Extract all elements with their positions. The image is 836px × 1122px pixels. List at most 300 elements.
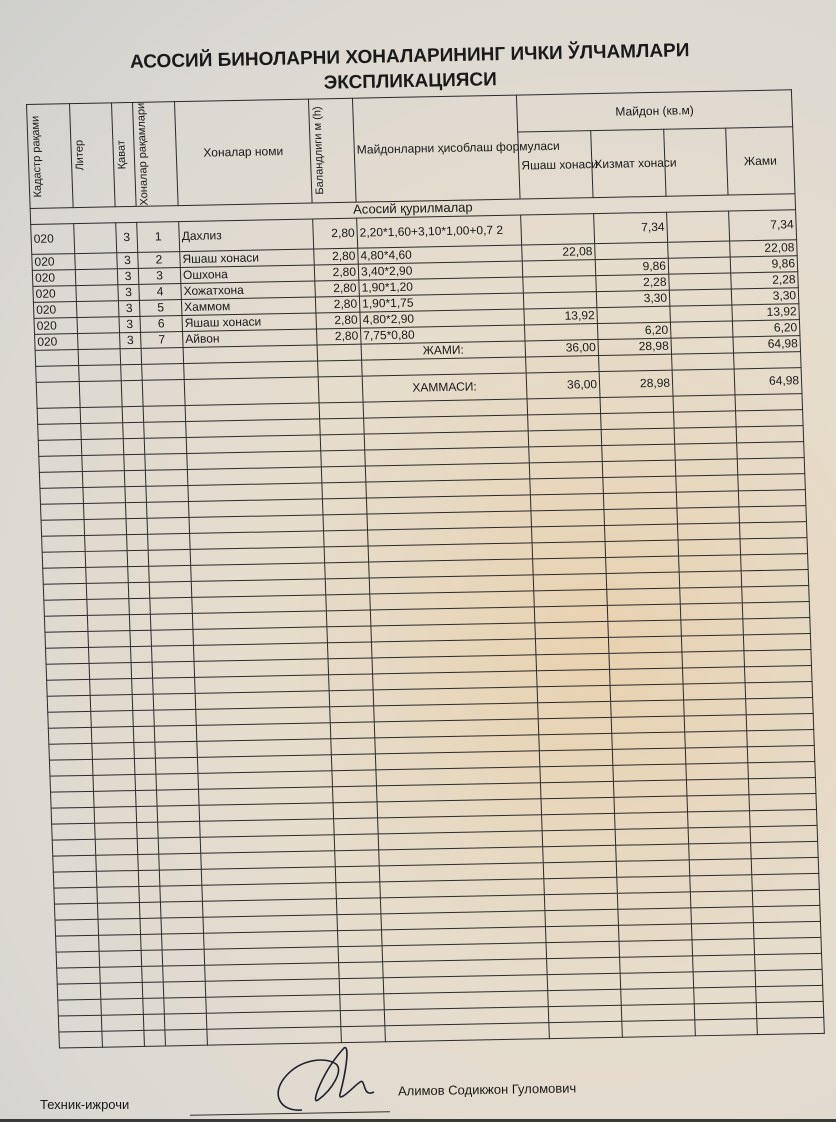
- empty-cell: [693, 954, 756, 971]
- empty-cell: [322, 482, 367, 499]
- empty-cell: [692, 938, 755, 955]
- empty-cell: [385, 1022, 550, 1041]
- cell-cadastre: 020: [31, 223, 75, 254]
- empty-cell: [88, 630, 131, 647]
- cell-height: 2,80: [314, 264, 359, 281]
- empty-cell: [739, 505, 807, 522]
- cell-service: [595, 242, 669, 259]
- empty-cell: [539, 733, 613, 750]
- empty-cell: [79, 364, 122, 381]
- empty-cell: [748, 761, 816, 778]
- empty-cell: [92, 742, 135, 759]
- empty-cell: [38, 423, 82, 440]
- empty-cell: [326, 610, 371, 627]
- empty-cell: [534, 605, 608, 622]
- empty-cell: [36, 365, 80, 382]
- empty-cell: [606, 556, 680, 573]
- empty-cell: [102, 1030, 145, 1047]
- empty-cell: [737, 441, 805, 458]
- empty-cell: [754, 937, 822, 954]
- empty-cell: [528, 413, 602, 430]
- empty-cell: [327, 626, 372, 643]
- empty-cell: [85, 534, 128, 551]
- empty-cell: [334, 818, 379, 835]
- empty-cell: [745, 681, 813, 698]
- header-height: [308, 98, 356, 203]
- empty-cell: [86, 582, 129, 599]
- cell-height: 2,80: [314, 248, 359, 265]
- empty-cell: [154, 725, 197, 742]
- cell-cadastre: 020: [35, 333, 79, 350]
- empty-cell: [682, 667, 745, 684]
- empty-cell: [617, 892, 691, 909]
- empty-cell: [81, 422, 124, 439]
- empty-cell: [142, 363, 185, 380]
- empty-cell: [124, 454, 146, 470]
- empty-cell: [734, 351, 802, 368]
- empty-cell: [605, 540, 679, 557]
- empty-cell: [738, 489, 806, 506]
- empty-cell: [58, 999, 102, 1016]
- empty-cell: [530, 493, 604, 510]
- empty-cell: [140, 918, 162, 934]
- empty-cell: [149, 581, 192, 598]
- empty-cell: [617, 876, 691, 893]
- empty-cell: [608, 636, 682, 653]
- cell-formula: 1,90*1,20: [359, 277, 524, 296]
- cell-room-number: 1: [137, 221, 180, 252]
- empty-cell: [82, 454, 125, 471]
- empty-cell: [545, 925, 619, 942]
- subtotal-row-blank: [78, 349, 121, 366]
- subtotal-row-blank: [141, 347, 184, 364]
- empty-cell: [335, 850, 380, 867]
- empty-cell: [529, 445, 603, 462]
- header-room-number: [132, 102, 178, 207]
- explication-table: [26, 89, 825, 1048]
- empty-cell: [621, 988, 695, 1005]
- empty-cell: [142, 982, 164, 998]
- cell-living: [523, 291, 597, 308]
- subtotal-row-blank: [317, 344, 362, 361]
- header-height-text: Баландлиги м (h): [311, 106, 327, 195]
- empty-cell: [160, 885, 203, 902]
- cell-room-number: 5: [139, 299, 182, 316]
- empty-cell: [148, 533, 191, 550]
- cell-cadastre: 020: [34, 317, 78, 334]
- empty-cell: [43, 583, 87, 600]
- empty-cell: [530, 477, 604, 494]
- empty-cell: [146, 501, 189, 518]
- empty-cell: [612, 748, 686, 765]
- empty-cell: [620, 956, 694, 973]
- empty-cell: [85, 550, 128, 567]
- subtotal-row-blank: [120, 348, 142, 364]
- empty-cell: [318, 360, 363, 377]
- empty-cell: [150, 613, 193, 630]
- empty-cell: [88, 646, 131, 663]
- empty-cell: [56, 951, 100, 968]
- cell-cadastre: 020: [32, 253, 76, 270]
- empty-cell: [158, 837, 201, 854]
- empty-cell: [144, 1030, 166, 1046]
- cell-service: [597, 306, 671, 323]
- empty-cell: [680, 587, 743, 604]
- empty-cell: [125, 502, 147, 518]
- empty-cell: [41, 519, 85, 536]
- subtotal-row-blank: [35, 349, 79, 366]
- empty-cell: [50, 775, 94, 792]
- cell-blank: [668, 257, 731, 274]
- empty-cell: [620, 972, 694, 989]
- cell-cadastre: 020: [33, 285, 77, 302]
- empty-cell: [156, 773, 199, 790]
- cell-formula: 1,90*1,75: [359, 293, 524, 312]
- empty-cell: [327, 642, 372, 659]
- cell-room-name: Яшаш хонаси: [180, 249, 315, 268]
- empty-cell: [143, 405, 186, 422]
- empty-cell: [137, 822, 159, 838]
- empty-cell: [678, 539, 741, 556]
- empty-cell: [694, 986, 757, 1003]
- empty-cell: [618, 908, 692, 925]
- empty-cell: [162, 949, 205, 966]
- grand-total-row-blank: [36, 381, 80, 408]
- empty-cell: [42, 551, 86, 568]
- cell-room-name: Яшаш хонаси: [182, 313, 317, 332]
- empty-cell: [679, 555, 742, 572]
- grand-total-row-blank: [79, 380, 122, 407]
- cell-blank: [668, 241, 731, 258]
- cell-room-name: Айвон: [183, 329, 318, 348]
- empty-cell: [164, 1013, 207, 1030]
- signature-image: [262, 1042, 392, 1122]
- empty-cell: [324, 530, 369, 547]
- empty-cell: [603, 476, 677, 493]
- empty-cell: [753, 921, 821, 938]
- empty-cell: [138, 854, 160, 870]
- empty-cell: [158, 821, 201, 838]
- header-total: Жами: [726, 127, 795, 195]
- cell-floor: 3: [116, 222, 138, 252]
- cell-formula: 4,80*2,90: [360, 309, 525, 328]
- empty-cell: [546, 941, 620, 958]
- cell-room-name: Ошхона: [180, 265, 315, 284]
- empty-cell: [614, 796, 688, 813]
- cell-total: 6,20: [732, 319, 800, 336]
- empty-cell: [747, 729, 815, 746]
- empty-cell: [38, 439, 82, 456]
- cell-total: 22,08: [730, 239, 798, 256]
- empty-cell: [154, 709, 197, 726]
- empty-cell: [94, 806, 137, 823]
- cell-height: 2,80: [315, 296, 360, 313]
- empty-cell: [537, 669, 611, 686]
- empty-cell: [750, 809, 818, 826]
- empty-cell: [133, 726, 155, 742]
- table-body: [30, 194, 824, 1048]
- empty-cell: [542, 813, 616, 830]
- empty-cell: [165, 1029, 208, 1046]
- empty-cell: [57, 983, 101, 1000]
- empty-cell: [164, 997, 207, 1014]
- header-room-name: Хоналар номи: [174, 99, 312, 205]
- cell-service: 7,34: [594, 212, 668, 243]
- empty-cell: [122, 406, 144, 422]
- empty-cell: [686, 779, 749, 796]
- empty-cell: [737, 457, 805, 474]
- empty-cell: [159, 869, 202, 886]
- empty-cell: [756, 985, 824, 1002]
- empty-cell: [601, 428, 675, 445]
- cell-height: 2,80: [315, 280, 360, 297]
- empty-cell: [144, 421, 187, 438]
- empty-cell: [691, 906, 754, 923]
- empty-cell: [533, 573, 607, 590]
- empty-cell: [100, 982, 143, 999]
- empty-cell: [736, 409, 804, 426]
- empty-cell: [339, 978, 384, 995]
- header-area-group: Майдон (кв.м): [516, 90, 792, 132]
- empty-cell: [547, 957, 621, 974]
- empty-cell: [744, 649, 812, 666]
- cell-formula: 4,80*4,60: [358, 245, 523, 264]
- cell-service: 6,20: [597, 322, 671, 339]
- empty-cell: [690, 874, 753, 891]
- empty-cell: [752, 873, 820, 890]
- empty-cell: [45, 631, 89, 648]
- cell-liter: [76, 285, 119, 302]
- empty-cell: [96, 854, 139, 871]
- empty-cell: [90, 694, 133, 711]
- cell-height: 2,80: [316, 328, 361, 345]
- empty-cell: [603, 492, 677, 509]
- empty-cell: [611, 716, 685, 733]
- empty-cell: [604, 524, 678, 541]
- empty-cell: [58, 1015, 102, 1032]
- empty-cell: [125, 486, 147, 502]
- cell-room-number: 2: [138, 251, 181, 268]
- empty-cell: [735, 393, 803, 410]
- empty-cell: [604, 508, 678, 525]
- empty-cell: [94, 790, 137, 807]
- empty-cell: [682, 651, 745, 668]
- empty-cell: [163, 981, 206, 998]
- grand-total-row-blank: [672, 369, 735, 396]
- empty-cell: [147, 517, 190, 534]
- empty-cell: [53, 855, 97, 872]
- empty-cell: [738, 473, 806, 490]
- grand-total-row-total: 64,98: [734, 367, 802, 394]
- empty-cell: [150, 597, 193, 614]
- empty-cell: [49, 743, 93, 760]
- empty-cell: [56, 935, 100, 952]
- empty-cell: [44, 599, 88, 616]
- empty-cell: [679, 571, 742, 588]
- empty-cell: [613, 780, 687, 797]
- empty-cell: [51, 807, 95, 824]
- empty-cell: [686, 763, 749, 780]
- empty-cell: [97, 902, 140, 919]
- subtotal-row-label: ЖАМИ:: [361, 341, 526, 360]
- empty-cell: [136, 806, 158, 822]
- empty-cell: [321, 466, 366, 483]
- empty-cell: [46, 663, 90, 680]
- empty-cell: [131, 662, 153, 678]
- cell-blank: [670, 321, 733, 338]
- footer-role-label: Техник-ижрочи: [40, 1097, 130, 1112]
- empty-cell: [126, 518, 148, 534]
- empty-cell: [753, 905, 821, 922]
- empty-cell: [674, 411, 737, 428]
- empty-cell: [744, 665, 812, 682]
- explication-sheet: [26, 89, 825, 1048]
- cell-service: 3,30: [596, 290, 670, 307]
- empty-cell: [157, 805, 200, 822]
- empty-cell: [129, 614, 151, 630]
- empty-cell: [99, 934, 142, 951]
- empty-cell: [688, 811, 751, 828]
- cell-floor: 3: [119, 316, 141, 332]
- empty-cell: [123, 438, 145, 454]
- cell-liter: [74, 223, 117, 254]
- cell-room-number: 4: [139, 283, 182, 300]
- empty-cell: [141, 950, 163, 966]
- empty-cell: [45, 647, 89, 664]
- grand-total-row-living: 36,00: [526, 371, 600, 398]
- empty-cell: [54, 887, 98, 904]
- empty-cell: [675, 443, 738, 460]
- empty-cell: [527, 397, 601, 414]
- cell-blank: [667, 211, 730, 242]
- title-line-2: ЭКСПЛИКАЦИЯСИ: [323, 69, 498, 94]
- empty-cell: [673, 395, 736, 412]
- empty-cell: [47, 679, 91, 696]
- cell-living: [522, 259, 596, 276]
- empty-cell: [143, 1014, 165, 1030]
- cell-room-number: 6: [140, 315, 183, 332]
- empty-cell: [736, 425, 804, 442]
- cell-living: [521, 213, 595, 244]
- cell-liter: [78, 333, 121, 350]
- empty-cell: [87, 598, 130, 615]
- empty-cell: [159, 853, 202, 870]
- empty-cell: [155, 741, 198, 758]
- empty-cell: [328, 658, 373, 675]
- empty-cell: [43, 567, 87, 584]
- empty-cell: [757, 1017, 825, 1034]
- empty-cell: [332, 786, 377, 803]
- empty-cell: [40, 503, 84, 520]
- empty-cell: [81, 438, 124, 455]
- cell-service: 2,28: [596, 274, 670, 291]
- header-liter-text: Литер: [73, 139, 87, 171]
- cell-liter: [76, 301, 119, 318]
- empty-cell: [615, 828, 689, 845]
- grand-total-row-label: ХАММАСИ:: [362, 373, 527, 402]
- empty-cell: [91, 726, 134, 743]
- cell-floor: 3: [117, 268, 139, 284]
- header-floor-text: Қават: [115, 139, 129, 170]
- empty-cell: [681, 635, 744, 652]
- empty-cell: [337, 930, 382, 947]
- empty-cell: [54, 903, 98, 920]
- empty-cell: [742, 601, 810, 618]
- empty-cell: [95, 822, 138, 839]
- empty-cell: [82, 470, 125, 487]
- empty-cell: [84, 518, 127, 535]
- cell-formula: 2,20*1,60+3,10*1,00+0,7 2: [357, 215, 522, 248]
- empty-cell: [622, 1020, 696, 1037]
- empty-cell: [87, 614, 130, 631]
- empty-cell: [746, 713, 814, 730]
- empty-cell: [132, 694, 154, 710]
- empty-cell: [325, 562, 370, 579]
- empty-cell: [101, 1014, 144, 1031]
- empty-cell: [748, 777, 816, 794]
- empty-cell: [52, 823, 96, 840]
- empty-cell: [42, 535, 86, 552]
- empty-cell: [96, 870, 139, 887]
- empty-cell: [149, 565, 192, 582]
- empty-cell: [693, 970, 756, 987]
- empty-cell: [684, 715, 747, 732]
- empty-cell: [153, 677, 196, 694]
- cell-formula: 3,40*2,90: [358, 261, 523, 280]
- empty-cell: [139, 886, 161, 902]
- empty-cell: [547, 973, 621, 990]
- cell-blank: [669, 289, 732, 306]
- empty-cell: [610, 684, 684, 701]
- empty-cell: [329, 674, 374, 691]
- empty-cell: [128, 582, 150, 598]
- empty-cell: [137, 838, 159, 854]
- header-cadastre: [27, 104, 74, 209]
- cell-total: 7,34: [729, 210, 797, 241]
- empty-cell: [531, 509, 605, 526]
- cell-formula: 7,75*0,80: [360, 325, 525, 344]
- empty-cell: [44, 615, 88, 632]
- cell-cadastre: 020: [32, 269, 76, 286]
- grand-total-row-blank: [142, 379, 185, 406]
- empty-cell: [752, 889, 820, 906]
- empty-cell: [39, 455, 83, 472]
- cell-total: 3,30: [731, 287, 799, 304]
- empty-cell: [321, 450, 366, 467]
- empty-cell: [134, 742, 156, 758]
- empty-cell: [532, 541, 606, 558]
- empty-cell: [89, 662, 132, 679]
- empty-cell: [756, 1001, 824, 1018]
- empty-cell: [526, 355, 600, 372]
- empty-cell: [163, 965, 206, 982]
- empty-cell: [320, 434, 365, 451]
- empty-cell: [91, 710, 134, 727]
- empty-cell: [80, 406, 123, 423]
- empty-cell: [613, 764, 687, 781]
- header-liter: [70, 103, 116, 208]
- empty-cell: [127, 534, 149, 550]
- empty-cell: [612, 732, 686, 749]
- empty-cell: [99, 950, 142, 967]
- empty-cell: [538, 717, 612, 734]
- empty-cell: [55, 919, 99, 936]
- empty-cell: [599, 354, 673, 371]
- empty-cell: [751, 841, 819, 858]
- empty-cell: [324, 546, 369, 563]
- empty-cell: [606, 572, 680, 589]
- empty-cell: [127, 550, 149, 566]
